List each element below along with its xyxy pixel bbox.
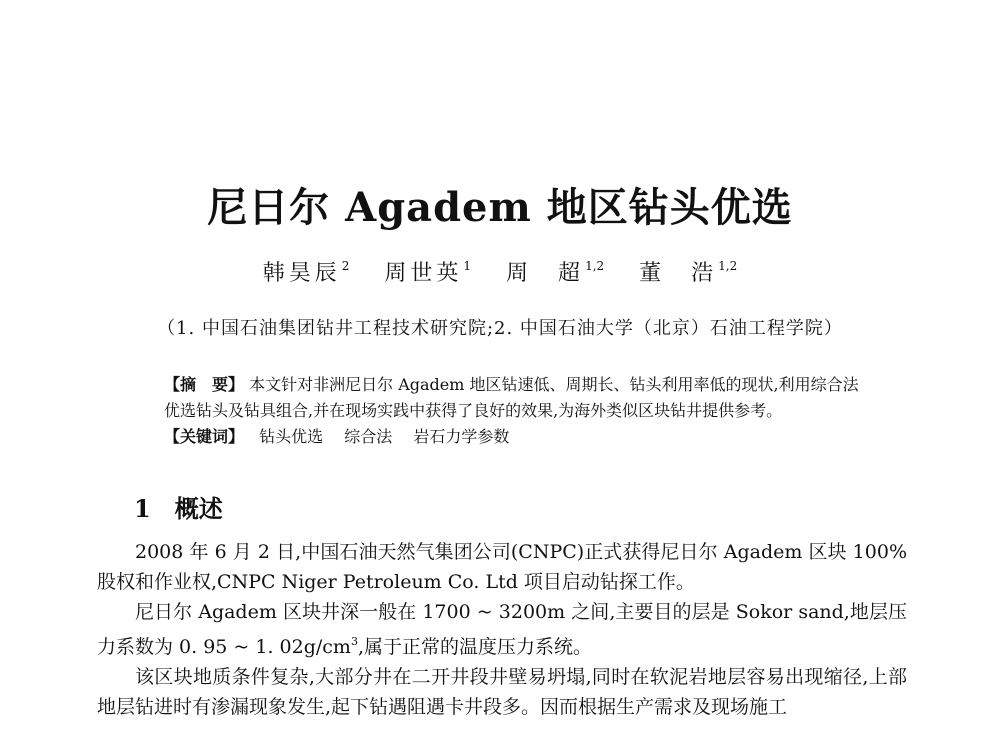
author-list	[0, 256, 1000, 287]
body-text	[97, 537, 907, 722]
abstract	[134, 372, 874, 424]
keywords-label: 【关键词】	[164, 427, 245, 446]
affiliation: （1. 中国石油集团钻井工程技术研究院;2. 中国石油大学（北京）石油工程学院）	[157, 318, 843, 339]
section-title: 概述	[174, 494, 223, 523]
paragraph: 该区块地质条件复杂,大部分井在二开井段井壁易坍塌,同时在软泥岩地层容易出现缩径,上部地层钻进时有渗漏现象发生,起下钻遇阻遇卡井段多。因而根据生产需求及现场施工	[97, 666, 907, 718]
abstract-label: 【摘 要】	[164, 375, 245, 394]
keywords	[134, 424, 874, 450]
section-heading	[134, 489, 223, 524]
author: 韩昊辰$^2$	[262, 259, 350, 286]
abstract-section	[134, 372, 874, 450]
author: 董 浩$^{1,2}$	[639, 259, 738, 286]
author: 周 超$^{1,2}$	[506, 259, 605, 286]
keyword: 钻头优选	[259, 427, 324, 446]
paper-title: 尼日尔 Agadem 地区钻头优选	[207, 184, 793, 231]
paragraph: 尼日尔 Agadem 区块井深一般在 1700 ~ 3200m 之间,主要目的层是 Sokor sand,地层压力系数为 0. 95 ~ 1. $02g/cm^3$,属于正常的温度压力系统。	[97, 601, 907, 658]
paragraph: 2008 年 6 月 2 日,中国石油天然气集团公司(CNPC)正式获得尼日尔 Agadem 区块 100% 股权和作业权,CNPC Niger Petroleum Co. Ltd 项目启动钻探工作。	[97, 541, 907, 593]
author: 周世英$^1$	[384, 259, 472, 286]
abstract-text: 本文针对非洲尼日尔 Agadem 地区钻速低、周期长、钻头利用率低的现状,利用综合法优选钻头及钻具组合,并在现场实践中获得了良好的效果,为海外类似区块钻井提供参考。	[164, 375, 859, 420]
keyword: 综合法	[344, 427, 393, 446]
section-number: 1	[134, 494, 151, 523]
keyword: 岩石力学参数	[413, 427, 510, 446]
